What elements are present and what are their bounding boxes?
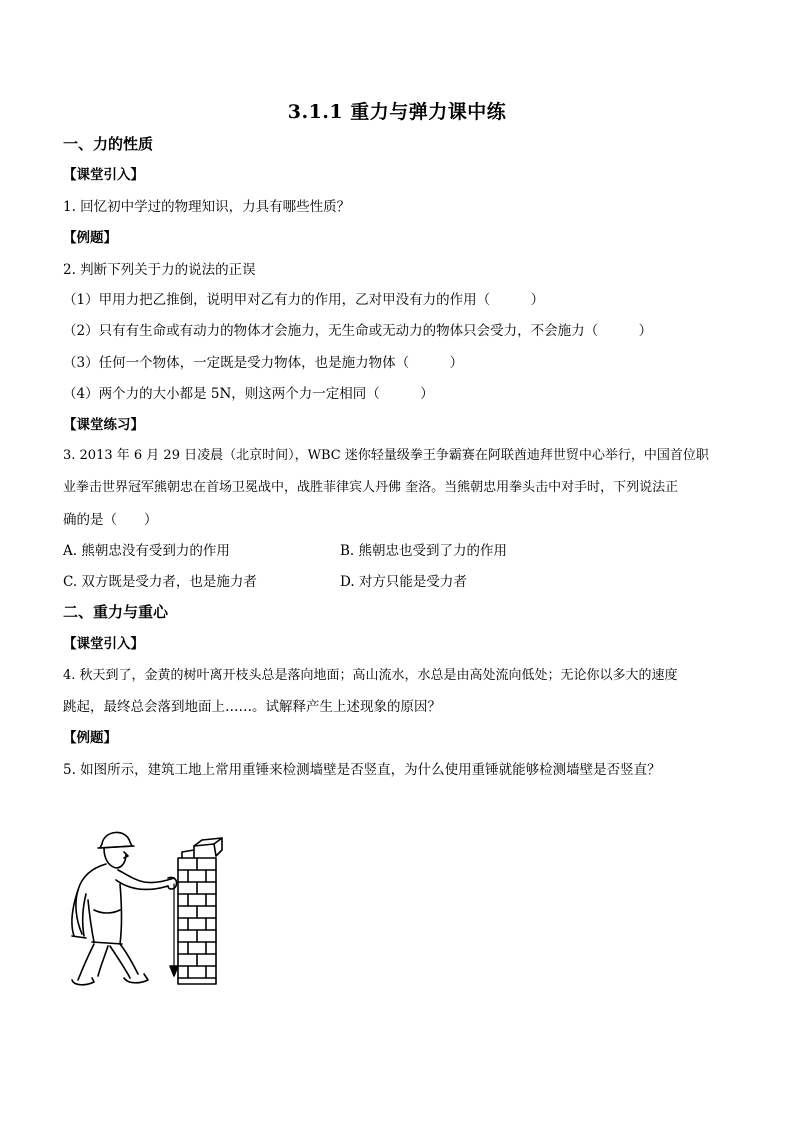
question-3-line-1: 3. 2013 年 6 月 29 日凌晨（北京时间），WBC 迷你轻量级拳王争霸赛在阿联酋迪拜世贸中心举行，中国首位职 [63, 448, 709, 463]
question-3-line-3: 确的是（ ） [63, 512, 158, 528]
question-3-option-a: A. 熊朝忠没有受到力的作用 [63, 543, 230, 559]
question-3-option-d: D. 对方只能是受力者 [340, 574, 467, 590]
question-2-item-4: （4）两个力的大小都是 5N，则这两个力一定相同（ ） [63, 386, 434, 402]
label-practice-1: 【课堂练习】 [63, 417, 144, 433]
question-3-option-b: B. 熊朝忠也受到了力的作用 [340, 543, 508, 559]
question-2-item-1: （1）甲用力把乙推倒，说明甲对乙有力的作用，乙对甲没有力的作用（ ） [63, 292, 545, 308]
label-class-intro-2: 【课堂引入】 [63, 636, 144, 652]
label-example-1: 【例题】 [63, 230, 117, 246]
label-class-intro-1: 【课堂引入】 [63, 167, 144, 183]
label-example-2: 【例题】 [63, 730, 117, 746]
page-title: 3.1.1 重力与弹力课中练 [287, 101, 507, 123]
question-3-line-2: 业拳击世界冠军熊朝忠在首场卫冕战中，战胜菲律宾人丹佛 奎洛。当熊朝忠用拳头击中对手时，下列说法正 [63, 480, 679, 495]
question-3-option-c: C. 双方既是受力者，也是施力者 [63, 574, 257, 590]
question-2-item-2: （2）只有有生命或有动力的物体才会施力，无生命或无动力的物体只会受力，不会施力（ ） [63, 323, 653, 339]
question-4-line-2: 跳起，最终总会落到地面上……。试解释产生上述现象的原因？ [63, 699, 441, 715]
section-heading-1: 一、力的性质 [63, 135, 154, 153]
worker-plumb-line-illustration [64, 824, 224, 988]
question-4-line-1: 4. 秋天到了，金黄的树叶离开枝头总是落向地面；高山流水，水总是由高处流向低处；无论你以多大的速度 [63, 668, 678, 683]
question-1: 1. 回忆初中学过的物理知识，力具有哪些性质？ [63, 199, 351, 215]
question-5: 5. 如图所示，建筑工地上常用重锤来检测墙壁是否竖直，为什么使用重锤就能够检测墙壁是否竖直？ [63, 762, 661, 778]
section-heading-2: 二、重力与重心 [63, 603, 169, 621]
question-2: 2. 判断下列关于力的说法的正误 [63, 262, 256, 278]
question-2-item-3: （3）任何一个物体，一定既是受力物体，也是施力物体（ ） [63, 355, 464, 371]
